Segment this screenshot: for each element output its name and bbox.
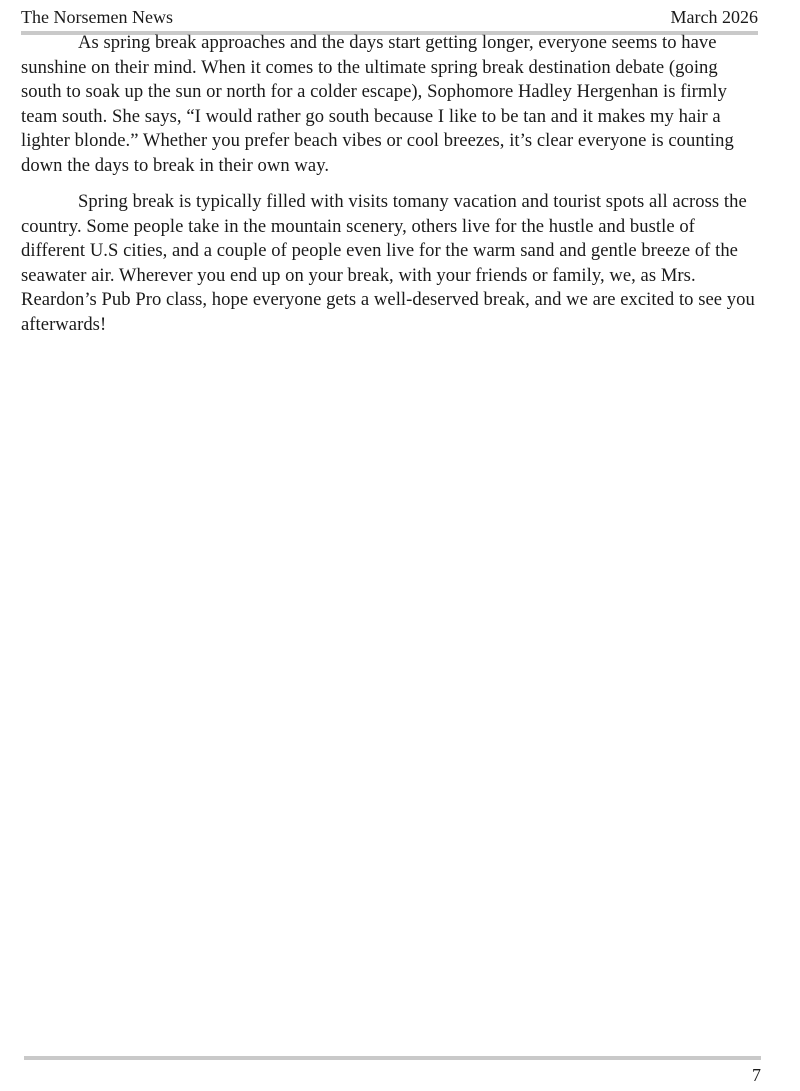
- article-paragraph: As spring break approaches and the days start getting longer, everyone seems to have sunshine on their mind. When it comes to the ultimate spring break destination debate (going south to soak up the sun or north for a colder escape), Sophomore Hadley Hergenhan is firmly team south. She says, “I would rather go south because I like to be tan and it makes my hair a lighter blonde.” Whether you prefer beach vibes or cool breezes, it’s clear everyone is counting down the days to break in their own way.: [21, 32, 734, 176]
- footer-divider: [24, 1056, 761, 1060]
- article-paragraph: Spring break is typically filled with visits tomany vacation and tourist spots all across the country. Some people take in the mountain scenery, others live for the hustle and bustle of different U.S cities, and a couple of people even live for the warm sand and gentle breeze of the seawater air. Wherever you end up on your break, with your friends or family, we, as Mrs. Reardon’s Pub Pro class, hope everyone gets a well-deserved break, and we are excited to see you afterwards!: [21, 191, 755, 335]
- article-body: [21, 31, 757, 337]
- issue-date: March 2026: [670, 7, 758, 27]
- publication-name: The Norsemen News: [21, 7, 173, 27]
- page-number: 7: [752, 1065, 761, 1085]
- page-header: [21, 6, 758, 28]
